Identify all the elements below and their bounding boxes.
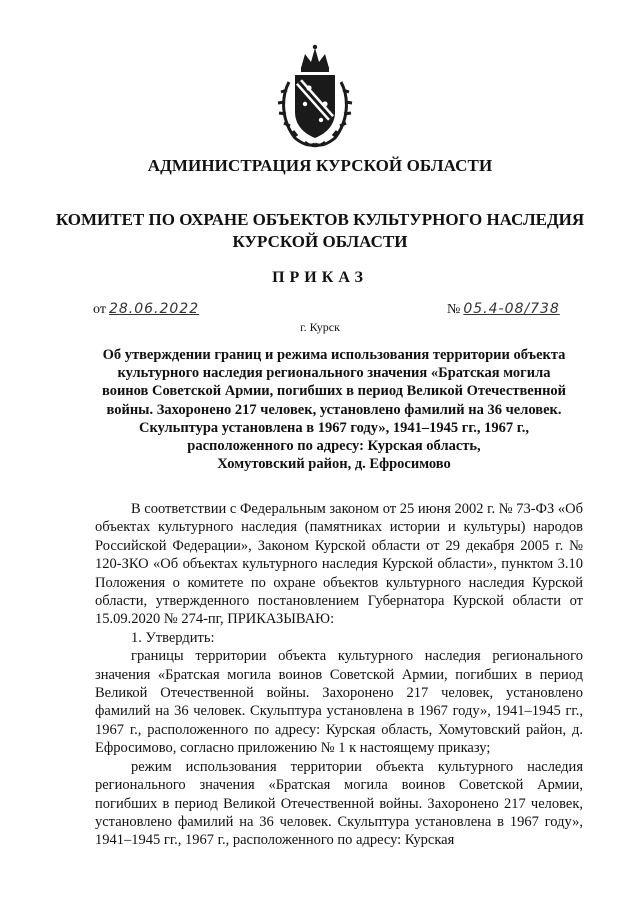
intro-paragraph: В соответствии с Федеральным законом от 25 июня 2002 г. № 73-ФЗ «Об объектах культурного наследия (памятниках истории и культуры) народов Российской Федерации», Законом Курской области от 29 декабря 2005 г. № 120-ЗКО «Об объектах культурного наследия Курской области», пунктом 3.10 Положения о комитете по охране объектов культурного наследия Курской области, утвержденного постановлением Губернатора Курской области от 15.09.2020 № 274-пг, ПРИКАЗЫВАЮ: bbox=[95, 501, 583, 628]
order-title bbox=[86, 346, 582, 473]
coat-of-arms-icon bbox=[275, 42, 355, 152]
order-number bbox=[447, 301, 560, 318]
number-value: 05.4-08/738 bbox=[463, 301, 560, 317]
title-line: культурного наследия регионального значения «Братская могила bbox=[117, 365, 551, 382]
item-1-regime-paragraph: режим использования территории объекта культурного наследия регионального значения «Братская могила воинов Советской Армии, погибших в период Великой Отечественной войны. Захоронено 217 человек, установлено фамилий на 36 человек. Скульптура установлена в 1967 году», 1941–1945 гг., 1967 г., расположенного по адресу: Курская bbox=[95, 758, 583, 849]
title-line: Хомутовский район, д. Ефросимово bbox=[217, 456, 451, 473]
order-body bbox=[95, 500, 583, 850]
number-prefix: № bbox=[447, 302, 461, 317]
title-line: Скульптура установлена в 1967 году», 1941–1945 гг., 1967 г., bbox=[139, 419, 529, 436]
committee-heading-line: КОМИТЕТ ПО ОХРАНЕ ОБЪЕКТОВ КУЛЬТУРНОГО НАСЛЕДИЯ bbox=[55, 210, 585, 229]
title-line: Об утверждении границ и режима использования территории объекта bbox=[102, 347, 566, 363]
date-value: 28.06.2022 bbox=[108, 301, 200, 317]
title-line: воинов Советской Армии, погибших в период Великой Отечественной bbox=[101, 383, 567, 400]
committee-heading-line: КУРСКОЙ ОБЛАСТИ bbox=[232, 232, 408, 251]
order-date bbox=[93, 301, 199, 318]
item-1-heading: 1. Утвердить: bbox=[131, 629, 215, 646]
title-line: войны. Захоронено 217 человек, установлено фамилий на 36 человек. bbox=[106, 401, 562, 418]
document-type: ПРИКАЗ bbox=[272, 269, 368, 286]
title-line: расположенного по адресу: Курская область, bbox=[187, 438, 481, 455]
committee-heading bbox=[0, 209, 640, 253]
date-prefix: от bbox=[93, 302, 106, 317]
city-line: г. Курск bbox=[300, 320, 340, 334]
administration-heading: АДМИНИСТРАЦИЯ КУРСКОЙ ОБЛАСТИ bbox=[147, 156, 493, 175]
item-1-boundaries-paragraph: границы территории объекта культурного наследия регионального значения «Братская могила воинов Советской Армии, погибших в период Великой Отечественной войны. Захоронено 217 человек, установлено фамилий на 36 человек. Скульптура установлена в 1967 году», 1941–1945 гг., 1967 г., расположенного по адресу: Курская область, Хомутовский район, д. Ефросимово, согласно приложению № 1 к настоящему приказу; bbox=[95, 648, 583, 757]
